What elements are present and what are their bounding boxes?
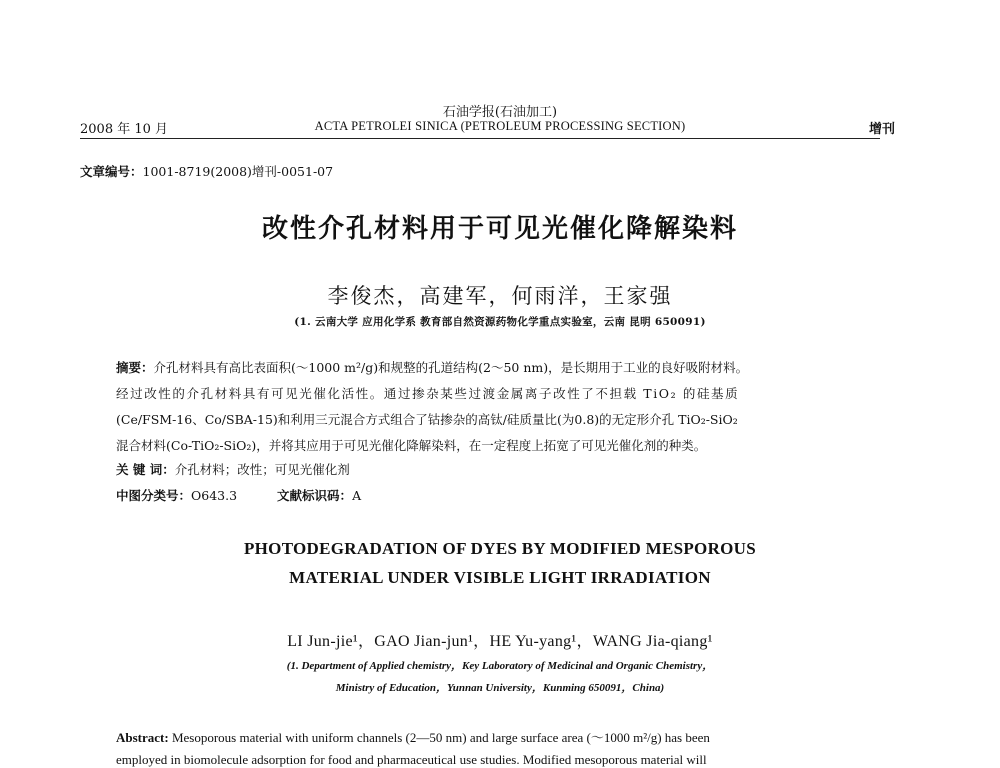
keywords: [116, 460, 886, 478]
abstract-en: [116, 727, 886, 746]
authors-en: LI Jun-jie¹，GAO Jian-jun¹，HE Yu-yang¹，WANG Jia-qiang¹: [287, 633, 713, 650]
abstract-cn-label: 摘要：: [116, 360, 154, 375]
abstract-cn-line: 混合材料(Co-TiO₂-SiO₂)，并将其应用于可见光催化降解染料，在一定程度上拓宽了可见光催化剂的种类。: [116, 438, 707, 453]
article-number: [80, 162, 333, 180]
document-code-value: A: [352, 488, 362, 503]
title-en-line: PHOTODEGRADATION OF DYES BY MODIFIED MESPOROUS: [243, 539, 757, 558]
issue-date: 2008 年 10 月: [80, 122, 169, 137]
abstract-en-text: Mesoporous material with uniform channels (2—50 nm) and large surface area (～1000 m²/g) has been: [171, 730, 710, 745]
abstract-cn-line: 经过改性的介孔材料具有可见光催化活性。通过掺杂某些过渡金属离子改性了不担载 TiO₂ 的硅基质: [116, 386, 740, 401]
affiliation-en-line: Ministry of Education，Yunnan University，Kunming 650091，China): [335, 682, 665, 694]
keywords-value: 介孔材料；改性；可见光催化剂: [174, 462, 350, 477]
abstract-cn-line: (Ce/FSM-16、Co/SBA-15)和利用三元混合方式组合了钴掺杂的高钛/硅质量比(为0.8)的无定形介孔 TiO₂-SiO₂: [116, 412, 738, 427]
journal-name-en: ACTA PETROLEI SINICA (PETROLEUM PROCESSING SECTION): [314, 119, 686, 133]
abstract-en-label: Abstract:: [116, 730, 169, 745]
title-cn: 改性介孔材料用于可见光催化降解染料: [261, 214, 738, 244]
authors-cn: 李俊杰，高建军，何雨洋，王家强: [327, 284, 673, 308]
classification-value: O643.3: [191, 488, 238, 503]
affiliation-cn: (1. 云南大学 应用化学系 教育部自然资源药物化学重点实验室，云南 昆明 650091): [294, 316, 706, 328]
abstract-cn-line: 摘要：介孔材料具有高比表面积(～1000 m²/g)和规整的孔道结构(2～50 nm)，是长期用于工业的良好吸附材料。: [116, 360, 749, 375]
classification: [116, 486, 886, 504]
header-rule: [80, 138, 880, 139]
supplement-label: 增刊: [869, 122, 896, 137]
journal-name-cn: 石油学报(石油加工): [442, 105, 558, 120]
abstract-en-cut-line: employed in biomolecule adsorption for food and pharmaceutical use studies. Modified mesoporous material will: [116, 752, 707, 767]
title-en-line: MATERIAL UNDER VISIBLE LIGHT IRRADIATION: [289, 568, 711, 587]
document-code-label: 文献标识码：: [277, 488, 353, 503]
classification-label: 中图分类号：: [116, 488, 192, 503]
article-number-value: 1001-8719(2008)增刊-0051-07: [142, 164, 334, 179]
article-number-label: 文章编号：: [80, 164, 143, 179]
affiliation-en-line: (1. Department of Applied chemistry，Key Laboratory of Medicinal and Organic Chemistry，: [286, 660, 714, 672]
keywords-label: 关 键 词：: [116, 462, 175, 477]
